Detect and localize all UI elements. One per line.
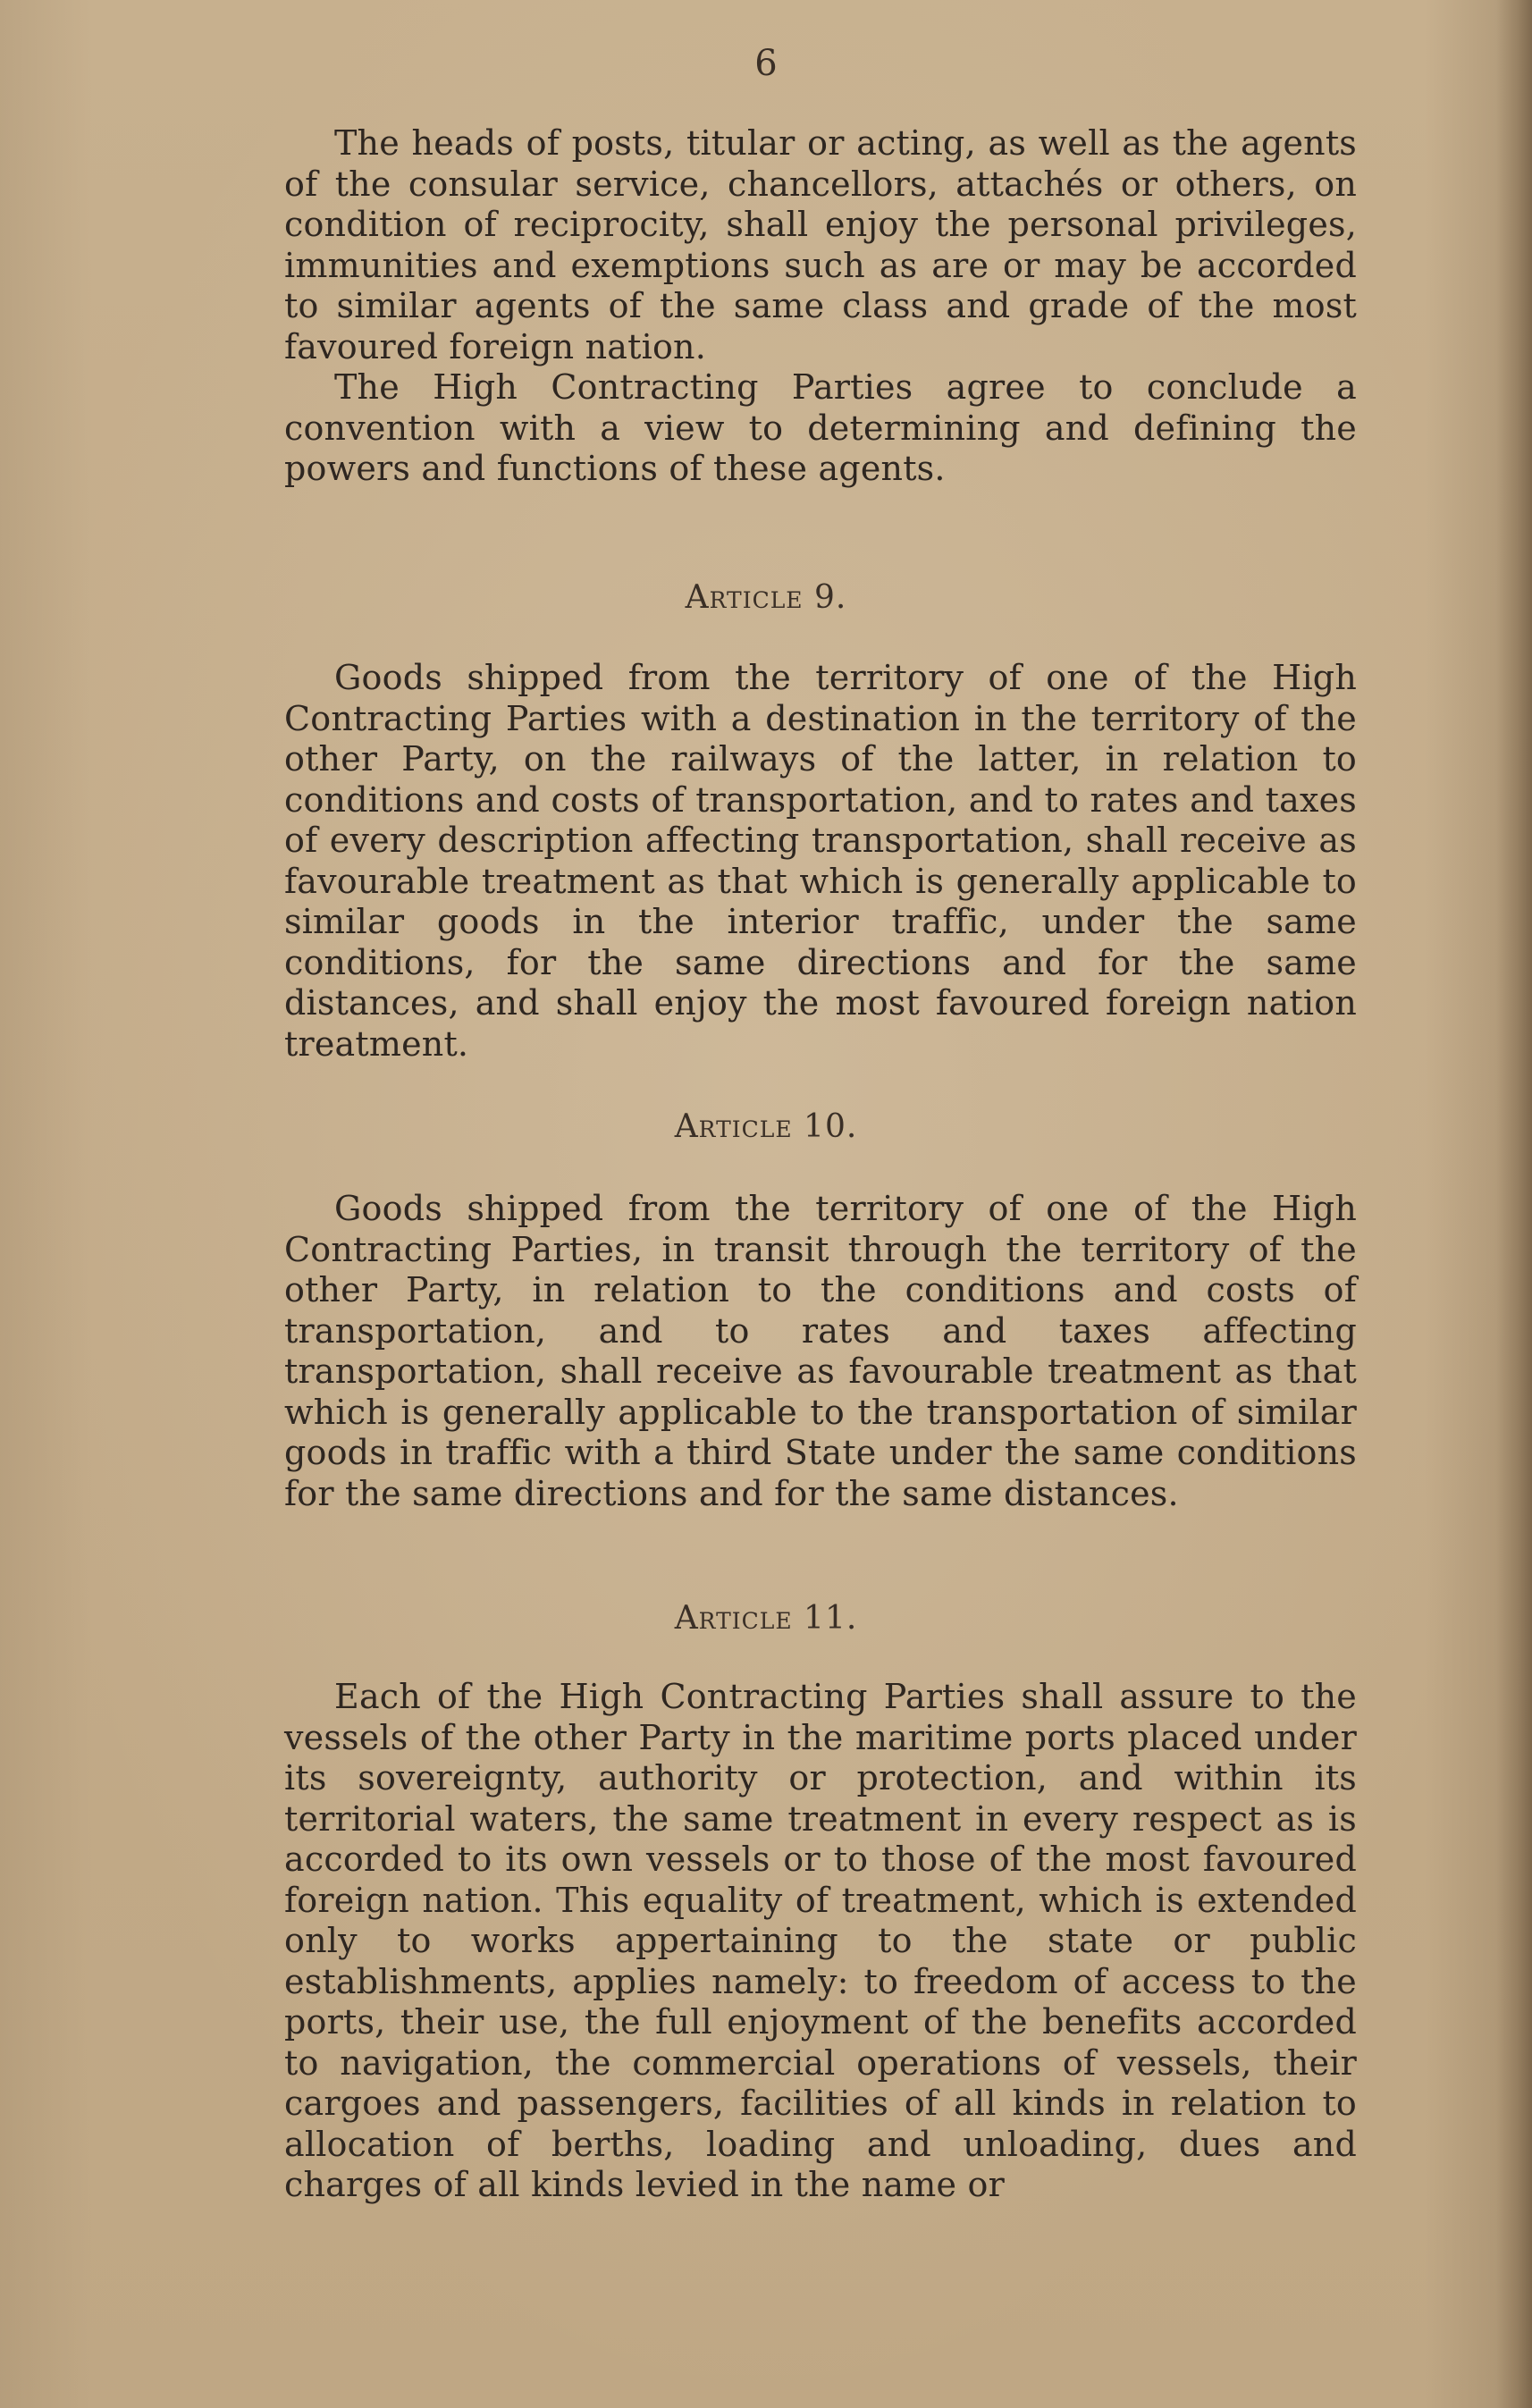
article-10-paragraph: Goods shipped from the territory of one of the High Contracting Parties, in transit through the territory of the other Party, in relation to the conditions and costs of transportation, and to rates and taxes affecting transportation, shall receive as favourable treatment as that which is generally applicable to the transportation of similar goods in traffic with a third State under the same conditions for the same directions and for the same distances. [284,1189,1357,1513]
page-edge-shadow [1496,0,1532,2408]
article-9-heading: Article 9. [685,579,847,616]
intro-paragraph-1: The heads of posts, titular or acting, as well as the agents of the consular service, chancellors, attachés or others, on condition of reciprocity, shall enjoy the personal privileges, immunities and exemptions such as are or may be accorded to similar agents of the same class and grade of the most favoured foreign nation. [284,123,1357,366]
article-11-heading: Article 11. [674,1600,858,1637]
article-9-paragraph: Goods shipped from the territory of one of the High Contracting Parties with a destination in the territory of the other Party, on the railways of the latter, in relation to conditions and costs of transportation, and to rates and taxes of every description affecting transportation, shall receive as favourable treatment as that which is generally applicable to similar goods in the interior traffic, under the same conditions, for the same directions and for the same distances, and shall enjoy the most favoured foreign nation treatment. [284,658,1357,1064]
article-10-heading: Article 10. [674,1108,858,1145]
article-10-body [284,1189,1357,1514]
article-9-body [284,658,1357,1065]
article-11-paragraph: Each of the High Contracting Parties shall assure to the vessels of the other Party in the maritime ports placed under its sovereignty, authority or protection, and within its territorial waters, the same treatment in every respect as is accorded to its own vessels or to those of the most favoured foreign nation. This equality of treatment, which is extended only to works appertaining to the state or public establishments, applies namely: to freedom of access to the ports, their use, the full enjoyment of the benefits accorded to navigation, the commercial operations of vessels, their cargoes and passengers, facilities of all kinds in relation to allocation of berths, loading and unloading, dues and charges of all kinds levied in the name or [284,1677,1357,2204]
intro-paragraph-2: The High Contracting Parties agree to conclude a convention with a view to determining and defining the powers and functions of these agents. [284,367,1357,488]
intro-section [284,123,1357,490]
article-11-body [284,1677,1357,2206]
page-number: 6 [754,43,778,84]
